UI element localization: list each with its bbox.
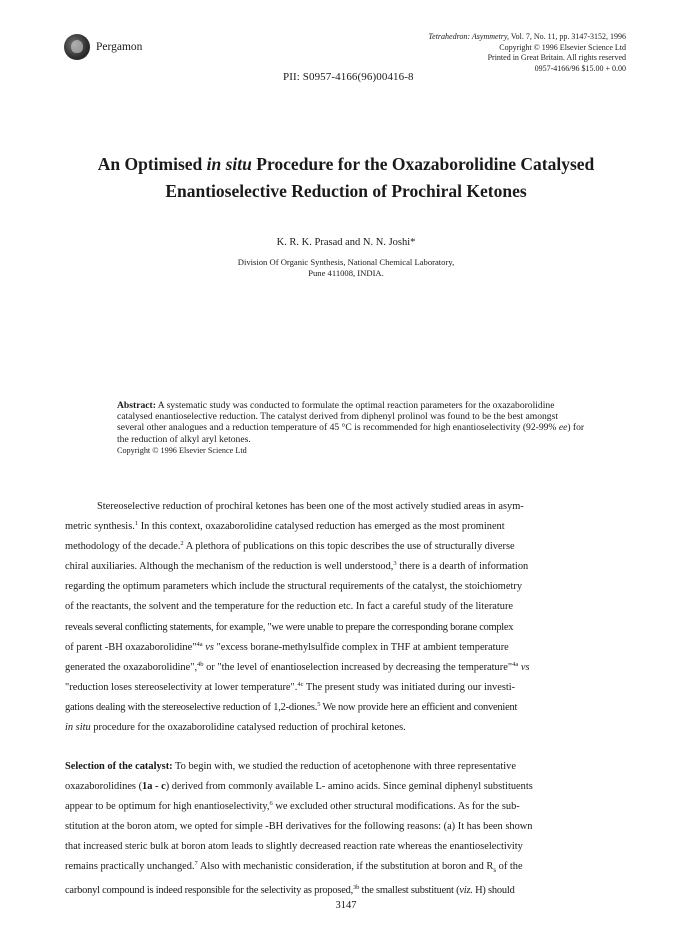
title-line-1 <box>40 151 652 178</box>
text-span: procedure for the oxazaborolidine catalysed reduction of prochiral ketones. <box>90 722 406 734</box>
text-span: ) derived from commonly available L- amino acids. Since geminal diphenyl substituents <box>165 781 533 793</box>
text-span: oxazaborolidines ( <box>65 781 143 793</box>
text-span: there is a dearth of information <box>396 561 529 573</box>
title-italic-text: in situ <box>206 154 252 174</box>
text-span: The present study was initiated during our investi- <box>303 681 516 693</box>
text-span: "excess borane-methylsulfide complex in THF at ambient temperature <box>213 641 509 653</box>
printed-line: Printed in Great Britain. All rights reserved <box>487 53 626 63</box>
text-line <box>65 658 625 678</box>
text-line <box>65 757 625 777</box>
abstract-ee: ee <box>558 422 568 434</box>
issn-price-line: 0957-4166/96 $15.00 + 0.00 <box>534 63 626 73</box>
text-span: or "the level of enantioselection increased by decreasing the temperature" <box>203 661 513 673</box>
text-line <box>65 698 625 718</box>
italic-vs: vs <box>520 661 530 673</box>
text-span: In this context, oxazaborolidine catalysed reduction has emerged as the most prominent <box>138 521 505 533</box>
text-span: of parent -BH oxazaborolidine" <box>65 641 197 653</box>
text-line <box>65 881 625 901</box>
citation: 4c <box>297 680 304 688</box>
text-span: To begin with, we studied the reduction of acetophenone with three representative <box>172 761 516 772</box>
affiliation-line-2: Pune 411008, INDIA. <box>308 267 384 278</box>
abstract <box>117 400 587 456</box>
text-span: carbonyl compound is indeed responsible for the selectivity as proposed, <box>65 884 354 896</box>
text-span: generated the oxazaborolidine", <box>65 661 198 673</box>
text-span: metric synthesis. <box>65 521 135 533</box>
text-span: of the <box>496 861 523 873</box>
italic-in-situ: in situ <box>65 722 91 734</box>
journal-info <box>428 32 626 74</box>
text-line <box>65 638 625 658</box>
citation: 7 <box>194 860 198 868</box>
affiliation <box>0 257 692 278</box>
title-line-2: Enantioselective Reduction of Prochiral Ketones <box>165 181 527 201</box>
page-number: 3147 <box>335 900 357 911</box>
text-span: gations dealing with the stereoselective reduction of 1,2-diones. <box>65 701 318 713</box>
text-line <box>65 797 625 817</box>
text-line: stitution at the boron atom, we opted for simple -BH derivatives for the following reasons: (a) It has been shown <box>65 821 533 833</box>
journal-reference-line <box>428 32 626 43</box>
text-span: methodology of the decade. <box>65 541 181 553</box>
copyright-line: Copyright © 1996 Elsevier Science Ltd <box>499 42 626 52</box>
italic-viz: viz. <box>459 884 473 896</box>
paragraph-introduction <box>65 497 625 738</box>
text-span: the smallest substituent ( <box>359 884 460 896</box>
citation: 4b <box>197 660 204 668</box>
authors: K. R. K. Prasad and N. N. Joshi* <box>276 237 416 248</box>
paragraph-catalyst-selection <box>65 757 625 901</box>
text-line <box>65 777 625 797</box>
abstract-copyright: Copyright © 1996 Elsevier Science Ltd <box>117 445 247 455</box>
title-text: An Optimised <box>97 154 207 174</box>
text-line <box>65 517 625 537</box>
citation: 3b <box>353 883 360 891</box>
section-label: Selection of the catalyst: <box>65 761 173 772</box>
text-line: of the reactants, the solvent and the temperature for the reduction etc. In fact a careful study of the literature <box>65 601 514 613</box>
affiliation-line-1: Division Of Organic Synthesis, National Chemical Laboratory, <box>237 257 455 267</box>
abstract-label: Abstract: <box>117 400 156 411</box>
text-span: A plethora of publications on this topic describes the use of structurally diverse <box>183 541 515 553</box>
text-span: appear to be optimum for high enantioselectivity, <box>65 801 270 813</box>
text-span: We now provide here an efficient and convenient <box>320 701 518 713</box>
journal-name: Tetrahedron: Asymmetry, <box>428 32 510 41</box>
compound-label: 1a - c <box>142 781 166 793</box>
citation: 2 <box>180 540 184 548</box>
text-line: Stereoselective reduction of prochiral ketones has been one of the most actively studied areas in asym- <box>97 501 524 512</box>
citation: 3 <box>393 560 397 568</box>
citation: 5 <box>317 700 321 708</box>
pii-identifier: PII: S0957-4166(96)00416-8 <box>283 71 414 83</box>
text-line <box>65 857 625 880</box>
italic-vs: vs <box>205 641 214 653</box>
subscript: s <box>493 866 497 875</box>
text-line: that increased steric bulk at boron atom leads to slightly decreased reaction rate whereas the enantioselectivity <box>65 841 523 853</box>
citation: 6 <box>269 800 273 808</box>
text-span: remains practically unchanged. <box>65 861 195 873</box>
text-span: H) should <box>472 884 515 896</box>
text-line <box>65 537 625 557</box>
citation: 4a <box>512 660 519 668</box>
publisher-name: Pergamon <box>96 41 143 53</box>
text-span: "reduction loses stereoselectivity at lower temperature". <box>65 681 298 693</box>
text-line: regarding the optimum parameters which include the structural requirements of the catalyst, the stoichiometry <box>65 581 523 593</box>
text-line: reveals several conflicting statements, for example, "we were unable to prepare the corresponding borane complex <box>65 621 514 633</box>
article-title <box>40 151 652 205</box>
text-line <box>65 557 625 577</box>
text-span: we excluded other structural modifications. As for the sub- <box>272 801 520 813</box>
citation: 1 <box>134 520 139 528</box>
text-line <box>65 678 625 698</box>
text-line <box>65 718 625 738</box>
citation: 4a <box>196 640 203 648</box>
abstract-text-end: ) for the reduction of alkyl aryl ketones. <box>117 422 585 445</box>
journal-volume: Vol. 7, No. 11, pp. 3147-3152, 1996 <box>510 32 626 41</box>
text-span: chiral auxiliaries. Although the mechanism of the reduction is well understood, <box>65 561 394 573</box>
publisher-logo <box>64 34 90 60</box>
title-text: Procedure for the Oxazaborolidine Catalysed <box>251 154 595 174</box>
abstract-text: A systematic study was conducted to formulate the optimal reaction parameters for the oxazaborolidine catalysed enantioselective reduction. The catalyst derived from diphenyl prolinol was found to be the best amongst several other analogues and a reduction temperature of 45 °C is recommended for high enantioselectivity (92-99% <box>117 400 559 434</box>
text-span: Also with mechanistic consideration, if the substitution at boron and R <box>197 861 494 873</box>
